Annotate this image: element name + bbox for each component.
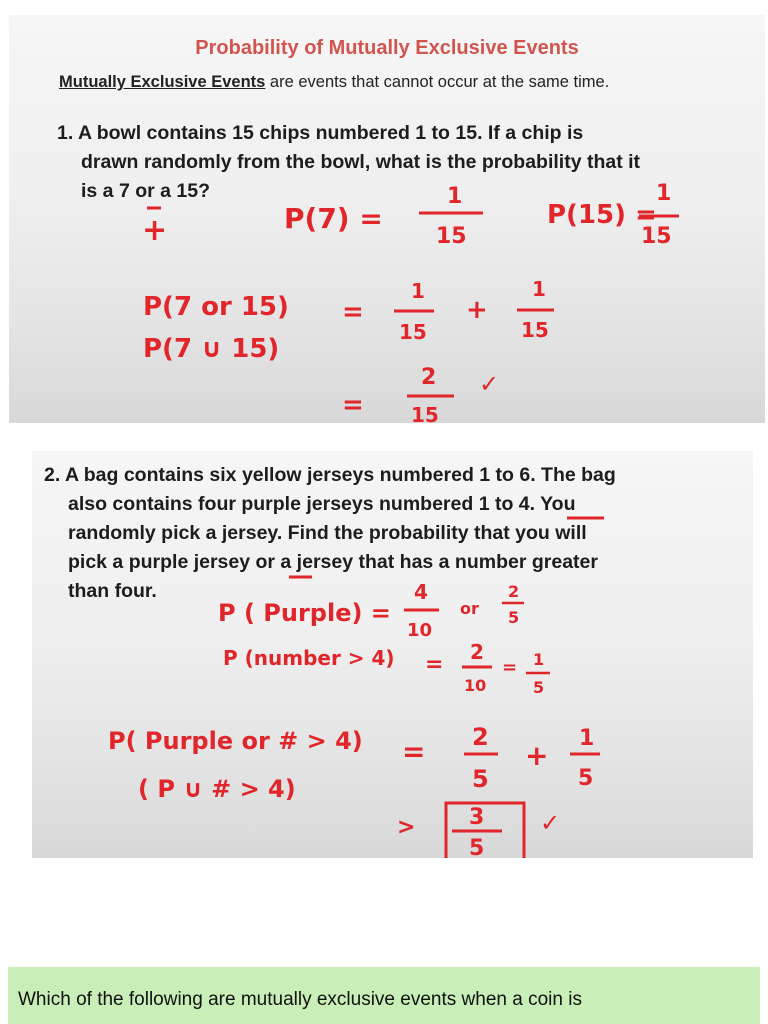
number-numerator-2: 1 — [533, 650, 545, 669]
question-2-line-5: than four. — [68, 580, 157, 602]
plus-mark: + — [142, 213, 168, 248]
equals-2: = — [342, 390, 364, 420]
sum-a-numerator: 1 — [411, 279, 425, 303]
question-1-line-3: is a 7 or a 15? — [81, 180, 210, 202]
purple-numerator-2: 2 — [508, 582, 520, 601]
result2-denominator: 5 — [469, 836, 485, 858]
sum2-a-numerator: 2 — [472, 723, 489, 751]
sum-b-denominator: 15 — [521, 318, 549, 342]
p15-label: P(15) = — [547, 200, 657, 230]
purple-numerator: 4 — [414, 580, 428, 604]
number-denominator: 10 — [464, 676, 487, 695]
number-label: P (number > 4) — [223, 646, 395, 670]
question-1-line-1: 1. A bowl contains 15 chips numbered 1 to 15. If a chip is — [57, 122, 584, 144]
handwritten-solution-1 — [9, 15, 765, 423]
equals-3: = — [425, 652, 444, 677]
equals-4: = — [502, 657, 518, 678]
question-2-line-2: also contains four purple jerseys numbered 1 to 4. You — [68, 493, 576, 515]
equals-5: = — [402, 735, 426, 768]
p15-numerator: 1 — [656, 181, 672, 206]
definition-text: are events that cannot occur at the same time. — [265, 73, 610, 91]
p7-label: P(7) = — [284, 202, 383, 235]
or-text: or — [460, 599, 479, 618]
slide-2 — [32, 451, 753, 858]
arrow-mark: > — [397, 815, 416, 840]
question-2-line-4: pick a purple jersey or a jersey that has a number greater — [68, 551, 598, 573]
sum2-b-numerator: 1 — [579, 726, 595, 751]
result-denominator: 15 — [411, 403, 439, 423]
question-2-line-1: 2. A bag contains six yellow jerseys numbered 1 to 6. The bag — [44, 464, 616, 486]
union-label-or: P(7 or 15) — [143, 292, 289, 322]
purple-denominator: 10 — [407, 620, 433, 641]
plus-sign-1: + — [466, 295, 488, 325]
purple-denominator-2: 5 — [508, 608, 520, 627]
banner-text: Which of the following are mutually exclusive events when a coin is — [18, 989, 582, 1010]
slide-title: Probability of Mutually Exclusive Events — [195, 37, 579, 59]
p15-denominator: 15 — [641, 224, 672, 249]
union-label-or-2: P( Purple or # > 4) — [108, 727, 363, 755]
question-2-line-3: randomly pick a jersey. Find the probability that you will — [68, 522, 587, 544]
handwritten-solution-2 — [32, 451, 753, 858]
union-label-cup: P(7 ∪ 15) — [143, 334, 280, 364]
slide-1 — [9, 15, 765, 423]
union-label-cup-2: ( P ∪ # > 4) — [138, 775, 296, 803]
definition-term: Mutually Exclusive Events — [59, 73, 266, 91]
number-numerator: 2 — [470, 640, 484, 664]
sum2-a-denominator: 5 — [472, 765, 489, 793]
p7-numerator: 1 — [447, 184, 463, 209]
sum2-b-denominator: 5 — [578, 766, 594, 791]
question-banner — [8, 967, 760, 1024]
p7-denominator: 15 — [436, 224, 467, 249]
purple-label: P ( Purple) = — [218, 599, 391, 627]
question-1-line-2: drawn randomly from the bowl, what is the probability that it — [81, 151, 641, 173]
result2-numerator: 3 — [469, 805, 485, 830]
result-numerator: 2 — [421, 365, 437, 390]
plus-sign-2: + — [525, 739, 549, 772]
number-denominator-2: 5 — [533, 678, 545, 697]
check-icon: ✓ — [479, 370, 500, 398]
sum-a-denominator: 15 — [399, 320, 427, 344]
equals-1: = — [342, 297, 364, 327]
check-icon-2: ✓ — [540, 809, 561, 837]
sum-b-numerator: 1 — [532, 277, 546, 301]
